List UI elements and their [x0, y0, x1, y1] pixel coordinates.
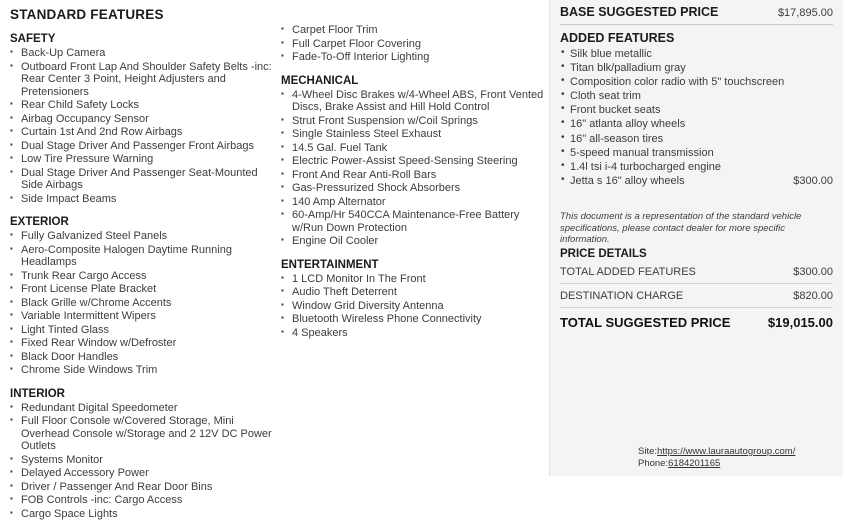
- feature-item: ▪ Fixed Rear Window w/Defroster: [10, 337, 272, 350]
- base-price-value: $17,895.00: [777, 7, 833, 19]
- feature-item: ▪ 4-Wheel Disc Brakes w/4-Wheel ABS, Front Vented Discs, Brake Assist and Hill Hold Control: [281, 89, 549, 114]
- feature-item: ▪ Front And Rear Anti-Roll Bars: [281, 169, 549, 182]
- disclaimer-text: This document is a representation of the standard vehicle specifications, please contact dealer for more specific information.: [560, 211, 802, 246]
- added-feature-label: • 16" atlanta alloy wheels: [570, 118, 686, 131]
- features-column-1: [10, 0, 272, 521]
- feature-item: ▪ FOB Controls -inc: Cargo Access: [10, 494, 272, 507]
- feature-item: ▪ Strut Front Suspension w/Coil Springs: [281, 115, 549, 128]
- feature-item: ▪ Single Stainless Steel Exhaust: [281, 128, 549, 141]
- added-features-list: [560, 48, 833, 187]
- feature-item: ▪ Delayed Accessory Power: [10, 467, 272, 480]
- feature-item: ▪ Aero-Composite Halogen Daytime Running Headlamps: [10, 244, 272, 269]
- feature-item: ▪ Airbag Occupancy Sensor: [10, 113, 272, 126]
- feature-item: ▪ 60-Amp/Hr 540CCA Maintenance-Free Battery w/Run Down Protection: [281, 209, 549, 234]
- feature-list: [10, 230, 272, 377]
- added-feature-item: [560, 104, 833, 117]
- section-heading-safety: SAFETY: [10, 33, 56, 45]
- added-feature-label: • Cloth seat trim: [570, 90, 641, 103]
- added-feature-item: [560, 133, 833, 146]
- feature-item: ▪ Window Grid Diversity Antenna: [281, 300, 549, 313]
- feature-item: ▪ Light Tinted Glass: [10, 324, 272, 337]
- added-feature-item: [560, 147, 833, 160]
- added-feature-label: • 5-speed manual transmission: [570, 146, 714, 159]
- added-feature-item: [560, 175, 833, 188]
- feature-list: [10, 47, 272, 205]
- feature-item: ▪ 1 LCD Monitor In The Front: [281, 273, 549, 286]
- added-features-title: ADDED FEATURES: [560, 31, 675, 45]
- feature-list: [281, 24, 549, 64]
- added-feature-item: [560, 48, 833, 61]
- feature-item: ▪ Fully Galvanized Steel Panels: [10, 230, 272, 243]
- added-feature-item: [560, 90, 833, 103]
- feature-item: ▪ Gas-Pressurized Shock Absorbers: [281, 182, 549, 195]
- site-row: [638, 446, 795, 458]
- feature-item: ▪ Variable Intermittent Wipers: [10, 310, 272, 323]
- features-column-2: [281, 0, 549, 340]
- added-feature-label: • Composition color radio with 5" touchscreen: [570, 76, 785, 89]
- added-feature-label: • Titan blk/palladium gray: [570, 62, 686, 75]
- added-feature-item: [560, 76, 833, 89]
- feature-item: ▪ Bluetooth Wireless Phone Connectivity: [281, 313, 549, 326]
- added-feature-item: [560, 118, 833, 131]
- added-feature-label: • Jetta s 16" alloy wheels: [570, 174, 685, 187]
- price-details-title: PRICE DETAILS: [560, 247, 647, 260]
- feature-item: ▪ Black Door Handles: [10, 351, 272, 364]
- added-feature-price: $300.00: [793, 174, 833, 187]
- price-panel: [549, 0, 843, 476]
- feature-item: ▪ Fade-To-Off Interior Lighting: [281, 51, 549, 64]
- feature-item: ▪ Side Impact Beams: [10, 193, 272, 206]
- total-suggested-price-row: [560, 308, 833, 330]
- base-price-row: [560, 5, 833, 25]
- features-sections-col1: [10, 33, 272, 520]
- feature-item: ▪ Back-Up Camera: [10, 47, 272, 60]
- features-sections-col2: [281, 24, 549, 339]
- feature-item: ▪ Redundant Digital Speedometer: [10, 402, 272, 415]
- feature-item: ▪ 14.5 Gal. Fuel Tank: [281, 142, 549, 155]
- feature-item: ▪ Driver / Passenger And Rear Door Bins: [10, 481, 272, 494]
- feature-item: ▪ Dual Stage Driver And Passenger Seat-Mounted Side Airbags: [10, 167, 272, 192]
- feature-item: ▪ Cargo Space Lights: [10, 508, 272, 521]
- feature-list: [281, 89, 549, 248]
- feature-list: [281, 273, 549, 340]
- feature-list: [10, 402, 272, 521]
- phone-row: [638, 458, 795, 470]
- feature-item: ▪ Dual Stage Driver And Passenger Front Airbags: [10, 140, 272, 153]
- feature-item: ▪ Black Grille w/Chrome Accents: [10, 297, 272, 310]
- feature-item: ▪ Front License Plate Bracket: [10, 283, 272, 296]
- total-suggested-price-value: $19,015.00: [767, 314, 833, 330]
- price-detail-value: $820.00: [793, 289, 833, 302]
- price-details-rows: [560, 260, 833, 308]
- added-feature-label: • 16" all-season tires: [570, 132, 664, 145]
- added-feature-label: • Silk blue metallic: [570, 48, 652, 60]
- base-price-label: BASE SUGGESTED PRICE: [560, 5, 719, 19]
- feature-item: ▪ Low Tire Pressure Warning: [10, 153, 272, 166]
- added-feature-item: [560, 161, 833, 174]
- price-detail-value: $300.00: [793, 265, 833, 278]
- price-detail-row: [560, 260, 833, 284]
- feature-item: ▪ Full Carpet Floor Covering: [281, 38, 549, 51]
- feature-item: ▪ Carpet Floor Trim: [281, 24, 549, 37]
- feature-item: ▪ 140 Amp Alternator: [281, 196, 549, 209]
- phone-link[interactable]: 6184201165: [668, 458, 721, 469]
- feature-item: ▪ Systems Monitor: [10, 454, 272, 467]
- section-heading-exterior: EXTERIOR: [10, 216, 69, 228]
- feature-item: ▪ Full Floor Console w/Covered Storage, Mini Overhead Console w/Storage and 2 12V DC Power Outlets: [10, 415, 272, 453]
- phone-label: Phone:: [638, 458, 669, 469]
- section-heading-entertainment: ENTERTAINMENT: [281, 258, 379, 271]
- added-feature-item: [560, 62, 833, 75]
- standard-features-title: STANDARD FEATURES: [10, 7, 164, 22]
- feature-item: ▪ Outboard Front Lap And Shoulder Safety Belts -inc: Rear Center 3 Point, Height Adjusters and Pretensioners: [10, 61, 272, 99]
- section-heading-mechanical: MECHANICAL: [281, 74, 359, 87]
- added-feature-label: • 1.4l tsi i-4 turbocharged engine: [570, 160, 722, 173]
- feature-item: ▪ Electric Power-Assist Speed-Sensing Steering: [281, 155, 549, 168]
- feature-item: ▪ Engine Oil Cooler: [281, 235, 549, 248]
- site-label: Site:: [638, 446, 658, 457]
- price-detail-label: TOTAL ADDED FEATURES: [560, 265, 696, 278]
- site-link[interactable]: https://www.lauraautogroup.com/: [657, 446, 796, 457]
- feature-item: ▪ Trunk Rear Cargo Access: [10, 270, 272, 283]
- feature-item: ▪ Rear Child Safety Locks: [10, 99, 272, 112]
- feature-item: ▪ Chrome Side Windows Trim: [10, 364, 272, 377]
- feature-item: ▪ Curtain 1st And 2nd Row Airbags: [10, 126, 272, 139]
- dealer-contact: [638, 446, 795, 470]
- price-detail-row: [560, 284, 833, 308]
- feature-item: ▪ 4 Speakers: [281, 327, 549, 340]
- feature-item: ▪ Audio Theft Deterrent: [281, 286, 549, 299]
- section-heading-interior: INTERIOR: [10, 387, 65, 400]
- price-detail-label: DESTINATION CHARGE: [560, 289, 684, 302]
- added-feature-label: • Front bucket seats: [570, 104, 661, 117]
- total-suggested-price-label: TOTAL SUGGESTED PRICE: [560, 314, 731, 330]
